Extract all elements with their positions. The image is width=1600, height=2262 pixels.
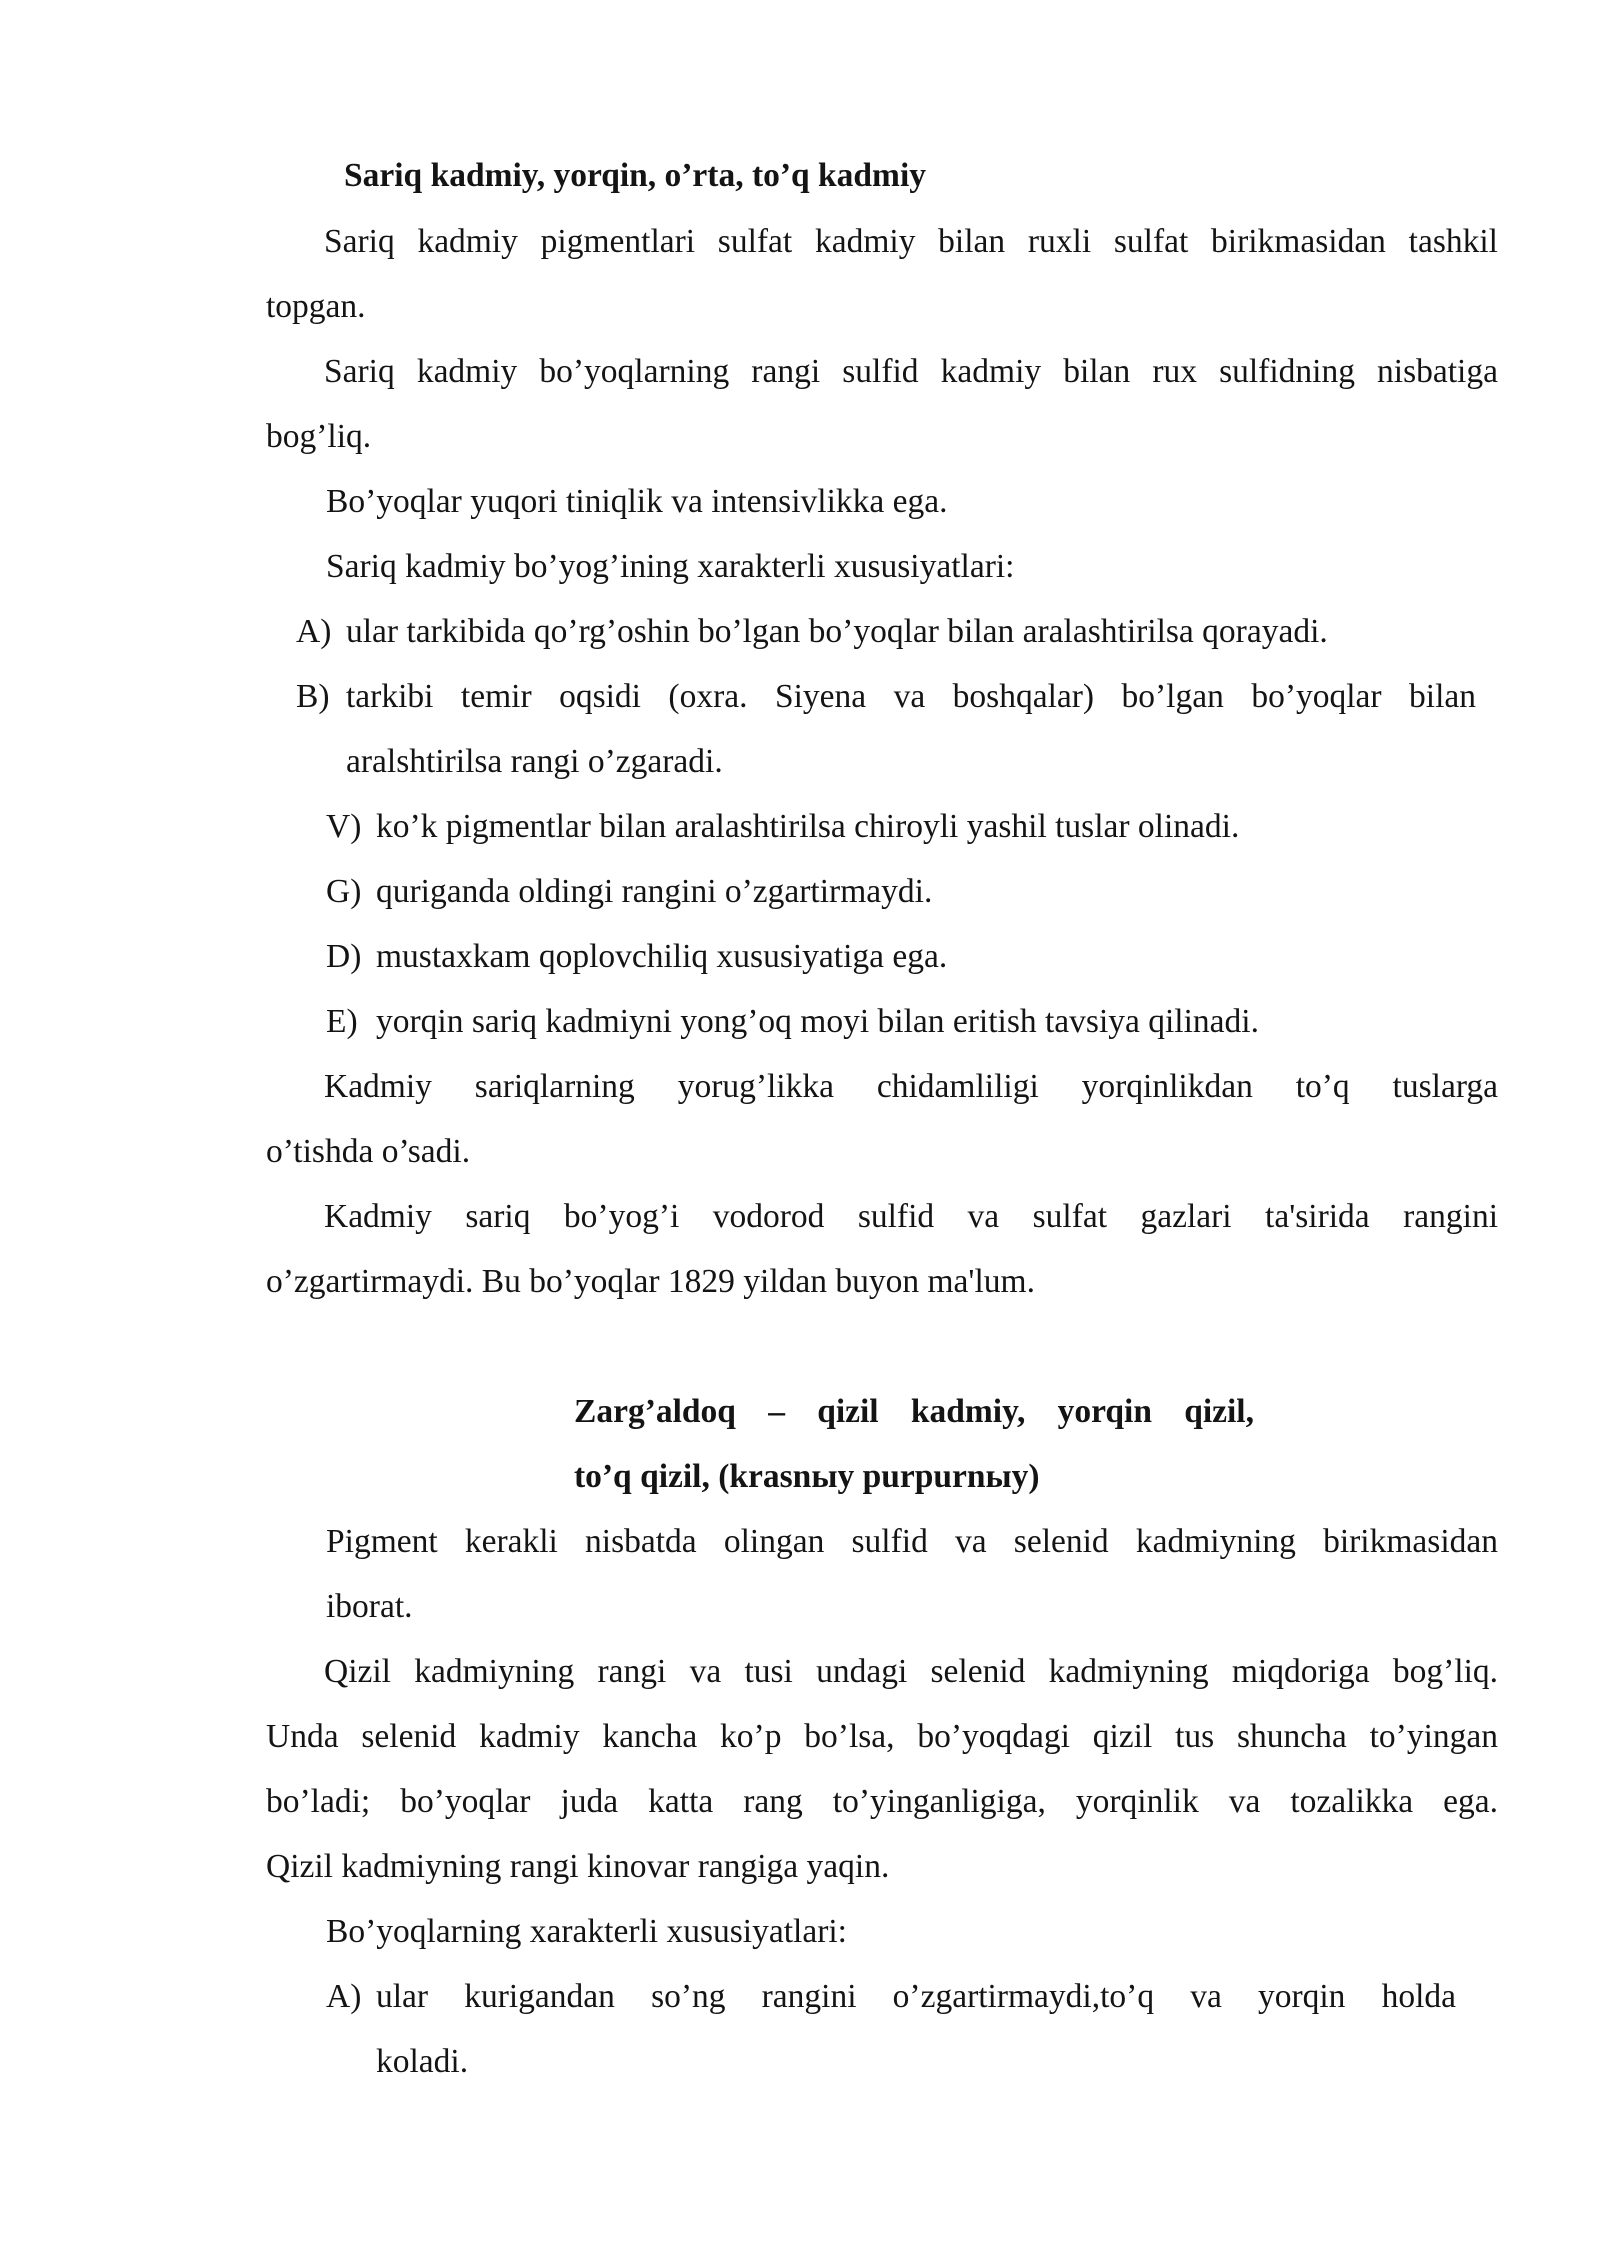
list-item-text: yorqin sariq kadmiyni yong’oq moyi bilan eritish tavsiya qilinadi.	[376, 1003, 1259, 1040]
list-item	[326, 870, 932, 914]
list-marker: B)	[296, 678, 330, 715]
paragraph-line: Bo’yoqlar yuqori tiniqlik va intensivlikka ega.	[326, 483, 948, 520]
paragraph-line: Kadmiy sariqlarning yorug’likka chidamliligi yorqinlikdan to’q tuslarga	[324, 1068, 1498, 1105]
paragraph-line: o’zgartirmaydi. Bu bo’yoqlar 1829 yildan buyon ma'lum.	[266, 1263, 1035, 1300]
list-marker: A)	[296, 613, 332, 650]
paragraph-line: Pigment kerakli nisbatda olingan sulfid va selenid kadmiyning birikmasidan	[326, 1523, 1498, 1560]
list-item-continuation: koladi.	[376, 2043, 469, 2080]
list-item-continuation: aralshtirilsa rangi o’zgaradi.	[346, 743, 723, 780]
section-heading-sariq-kadmiy: Sariq kadmiy, yorqin, o’rta, to’q kadmiy	[344, 157, 926, 194]
list-item-text: tarkibi temir oqsidi (oxra. Siyena va boshqalar) bo’lgan bo’yoqlar bilan	[346, 678, 1476, 715]
paragraph-line: Qizil kadmiyning rangi kinovar rangiga yaqin.	[266, 1848, 890, 1885]
list-item	[326, 1000, 1259, 1044]
list-marker: V)	[326, 808, 362, 845]
list-marker: E)	[326, 1003, 358, 1040]
list-item	[326, 1975, 1456, 2019]
list-item	[326, 935, 947, 979]
paragraph-line: Qizil kadmiyning rangi va tusi undagi selenid kadmiyning miqdoriga bog’liq.	[324, 1653, 1498, 1690]
paragraph-line: topgan.	[266, 288, 366, 325]
list-item	[296, 675, 1476, 719]
paragraph-line: bo’ladi; bo’yoqlar juda katta rang to’yinganligiga, yorqinlik va tozalikka ega.	[266, 1783, 1498, 1820]
paragraph-line: Sariq kadmiy bo’yoqlarning rangi sulfid kadmiy bilan rux sulfidning nisbatiga	[324, 353, 1498, 390]
paragraph-line: Unda selenid kadmiy kancha ko’p bo’lsa, bo’yoqdagi qizil tus shuncha to’yingan	[266, 1718, 1498, 1755]
list-item	[296, 610, 1328, 654]
list-item-text: quriganda oldingi rangini o’zgartirmaydi.	[376, 873, 933, 910]
paragraph-line: Kadmiy sariq bo’yog’i vodorod sulfid va sulfat gazlari ta'sirida rangini	[324, 1198, 1498, 1235]
paragraph-line: o’tishda o’sadi.	[266, 1133, 471, 1170]
paragraph-line: Sariq kadmiy bo’yog’ining xarakterli xususiyatlari:	[326, 548, 1015, 585]
paragraph-line: iborat.	[326, 1588, 413, 1625]
list-marker: D)	[326, 938, 362, 975]
paragraph-line: bog’liq.	[266, 418, 372, 455]
list-item	[326, 805, 1239, 849]
list-marker: G)	[326, 873, 362, 910]
list-marker: A)	[326, 1978, 362, 2015]
section-heading-zargaldoq-line2: to’q qizil, (krasnыy purpurnыy)	[574, 1458, 1040, 1495]
list-item-text: ular tarkibida qo’rg’oshin bo’lgan bo’yoqlar bilan aralashtirilsa qorayadi.	[346, 613, 1328, 650]
paragraph-line: Bo’yoqlarning xarakterli xususiyatlari:	[326, 1913, 847, 1950]
list-item-text: ular kurigandan so’ng rangini o’zgartirmaydi,to’q va yorqin holda	[376, 1978, 1456, 2015]
list-item-text: ko’k pigmentlar bilan aralashtirilsa chiroyli yashil tuslar olinadi.	[376, 808, 1240, 845]
paragraph-line: Sariq kadmiy pigmentlari sulfat kadmiy bilan ruxli sulfat birikmasidan tashkil	[324, 223, 1498, 260]
section-heading-zargaldoq: Zarg’aldoq – qizil kadmiy, yorqin qizil,	[574, 1393, 1254, 1430]
list-item-text: mustaxkam qoplovchiliq xususiyatiga ega.	[376, 938, 948, 975]
